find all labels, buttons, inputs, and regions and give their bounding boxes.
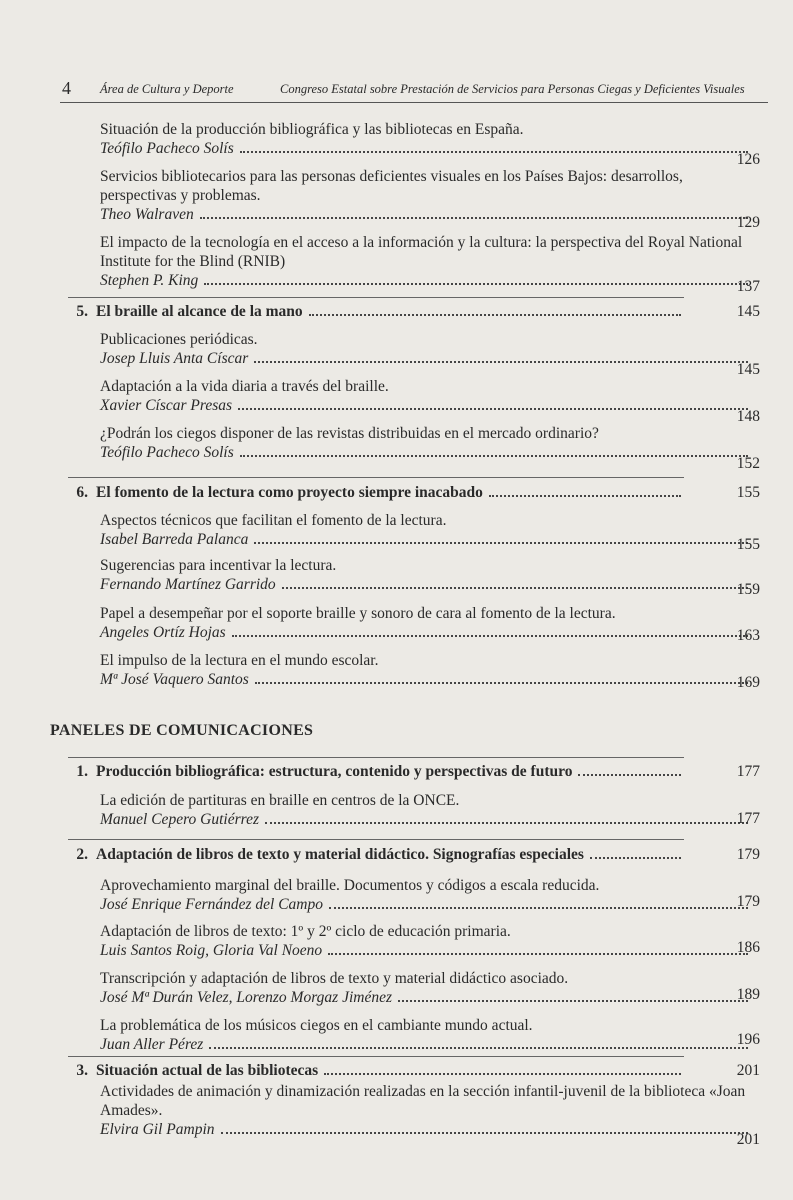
leader-dots [240,454,748,457]
entry-author: Elvira Gil Pampin [100,1121,215,1138]
section-page: 155 [736,484,760,501]
section-page: 179 [736,846,760,863]
section-separator [68,839,684,840]
leader-dots [209,1046,748,1049]
leader-dots [282,586,748,589]
toc-entry [100,120,760,168]
section-number: 3. [76,1062,88,1079]
section-page: 201 [736,1062,760,1079]
toc-entry [100,1082,760,1148]
leader-dots [590,856,681,859]
entry-author: Theo Walraven [100,206,194,223]
section-separator [68,757,684,758]
entry-title: La problemática de los músicos ciegos en el cambiante mundo actual. [100,1017,533,1034]
entry-title: ¿Podrán los ciegos disponer de las revistas distribuidas en el mercado ordinario? [100,425,599,442]
entry-author: Mª José Vaquero Santos [100,671,249,688]
entry-title: Situación de la producción bibliográfica y las bibliotecas en España. [100,121,524,138]
leader-dots [221,1131,748,1134]
entry-title: Servicios bibliotecarios para las personas deficientes visuales en los Países Bajos: desarrollos, perspectivas y problemas. [100,168,683,204]
toc-entry [100,791,760,829]
toc-entry [100,604,760,642]
entry-page: 145 [736,361,760,378]
entry-author: José Enrique Fernández del Campo [100,896,323,913]
entry-title: Papel a desempeñar por el soporte braille y sonoro de cara al fomento de la lectura. [100,605,616,622]
leader-dots [232,634,748,637]
entry-author: Teófilo Pacheco Solís [100,444,234,461]
entry-author: Isabel Barreda Palanca [100,531,249,548]
leader-dots [324,1072,681,1075]
entry-page: 137 [736,278,760,295]
running-header [60,80,768,103]
section-number: 6. [76,484,88,501]
leader-dots [255,681,748,684]
entry-title: El impulso de la lectura en el mundo escolar. [100,652,379,669]
header-area-title: Área de Cultura y Deporte [100,82,234,96]
entry-page: 169 [736,674,760,691]
entry-author: Manuel Cepero Gutiérrez [100,811,259,828]
entry-title: Actividades de animación y dinamización realizadas en la sección infantil-juvenil de la biblioteca «Joan Amades». [100,1083,746,1119]
leader-dots [204,282,748,285]
toc-entry [100,1016,760,1054]
entry-page: 129 [736,214,760,231]
entry-page: 163 [736,627,760,644]
toc-entry [100,330,760,378]
leader-dots [254,360,748,363]
entry-title: Adaptación de libros de texto: 1º y 2º ciclo de educación primaria. [100,923,511,940]
panel-heading-1 [60,763,760,781]
entry-title: Adaptación a la vida diaria a través del braille. [100,378,389,395]
entry-page: 152 [736,455,760,472]
section-separator [68,297,684,298]
toc-entry [100,876,760,914]
toc-entry [100,651,760,689]
entry-title: Aspectos técnicos que facilitan el fomento de la lectura. [100,512,447,529]
entry-title: Transcripción y adaptación de libros de texto y material didáctico asociado. [100,970,569,987]
toc-entry [100,377,760,425]
entry-title: Aprovechamiento marginal del braille. Documentos y códigos a escala reducida. [100,877,600,894]
section-title: El fomento de la lectura como proyecto siempre inacabado [96,484,483,501]
toc-entry [100,424,760,472]
leader-dots [578,773,681,776]
section-title: Adaptación de libros de texto y material didáctico. Signografías especiales [96,846,584,863]
entry-title: Publicaciones periódicas. [100,331,258,348]
entry-page: 186 [736,939,760,956]
entry-author: Stephen P. King [100,272,199,289]
entry-author: Teófilo Pacheco Solís [100,140,234,157]
entry-page: 189 [736,986,760,1003]
entry-page: 179 [736,893,760,910]
toc-entry [100,556,760,598]
entry-title: Sugerencias para incentivar la lectura. [100,557,337,574]
entry-author: Juan Aller Pérez [100,1036,204,1053]
panel-heading-3 [60,1062,760,1080]
section-page: 145 [736,303,760,320]
section-heading-5 [60,303,760,321]
leader-dots [265,821,748,824]
entry-author: Luis Santos Roig, Gloria Val Noeno [100,942,323,959]
section-title: Situación actual de las bibliotecas [96,1062,319,1079]
entry-author: Angeles Ortíz Hojas [100,624,226,641]
section-separator [68,477,684,478]
page-number: 4 [62,78,71,98]
section-separator [68,1056,684,1057]
entry-page: 177 [736,810,760,827]
section-page: 177 [736,763,760,780]
toc-entry [100,511,760,553]
leader-dots [200,216,748,219]
entry-page: 159 [736,581,760,598]
panel-heading-2 [60,846,760,864]
section-title: El braille al alcance de la mano [96,303,303,320]
section-number: 2. [76,846,88,863]
leader-dots [398,999,748,1002]
section-title: Producción bibliográfica: estructura, contenido y perspectivas de futuro [96,763,573,780]
toc-entry [100,922,760,960]
entry-author: José Mª Durán Velez, Lorenzo Morgaz Jiménez [100,989,392,1006]
entry-author: Fernando Martínez Garrido [100,576,276,593]
toc-entry [100,969,760,1007]
section-number: 5. [76,303,88,320]
toc-entry [100,167,760,231]
entry-page: 155 [736,536,760,553]
entry-page: 201 [736,1131,760,1148]
entry-page: 148 [736,408,760,425]
leader-dots [309,313,681,316]
section-heading-6 [60,484,760,502]
entry-title: La edición de partituras en braille en centros de la ONCE. [100,792,460,809]
leader-dots [329,906,748,909]
leader-dots [328,952,748,955]
entry-page: 196 [736,1031,760,1048]
leader-dots [254,541,748,544]
header-congress-title: Congreso Estatal sobre Prestación de Servicios para Personas Ciegas y Deficientes Visuales [280,82,745,96]
leader-dots [489,494,681,497]
entry-author: Josep Lluis Anta Císcar [100,350,249,367]
leader-dots [240,150,748,153]
toc-entry [100,233,760,295]
entry-author: Xavier Císcar Presas [100,397,233,414]
entry-title: El impacto de la tecnología en el acceso a la información y la cultura: la perspectiva del Royal National Institute for the Blind (RNIB) [100,234,743,270]
section-number: 1. [76,763,88,780]
panels-heading: PANELES DE COMUNICACIONES [50,722,314,739]
leader-dots [238,407,748,410]
entry-page: 126 [736,151,760,168]
